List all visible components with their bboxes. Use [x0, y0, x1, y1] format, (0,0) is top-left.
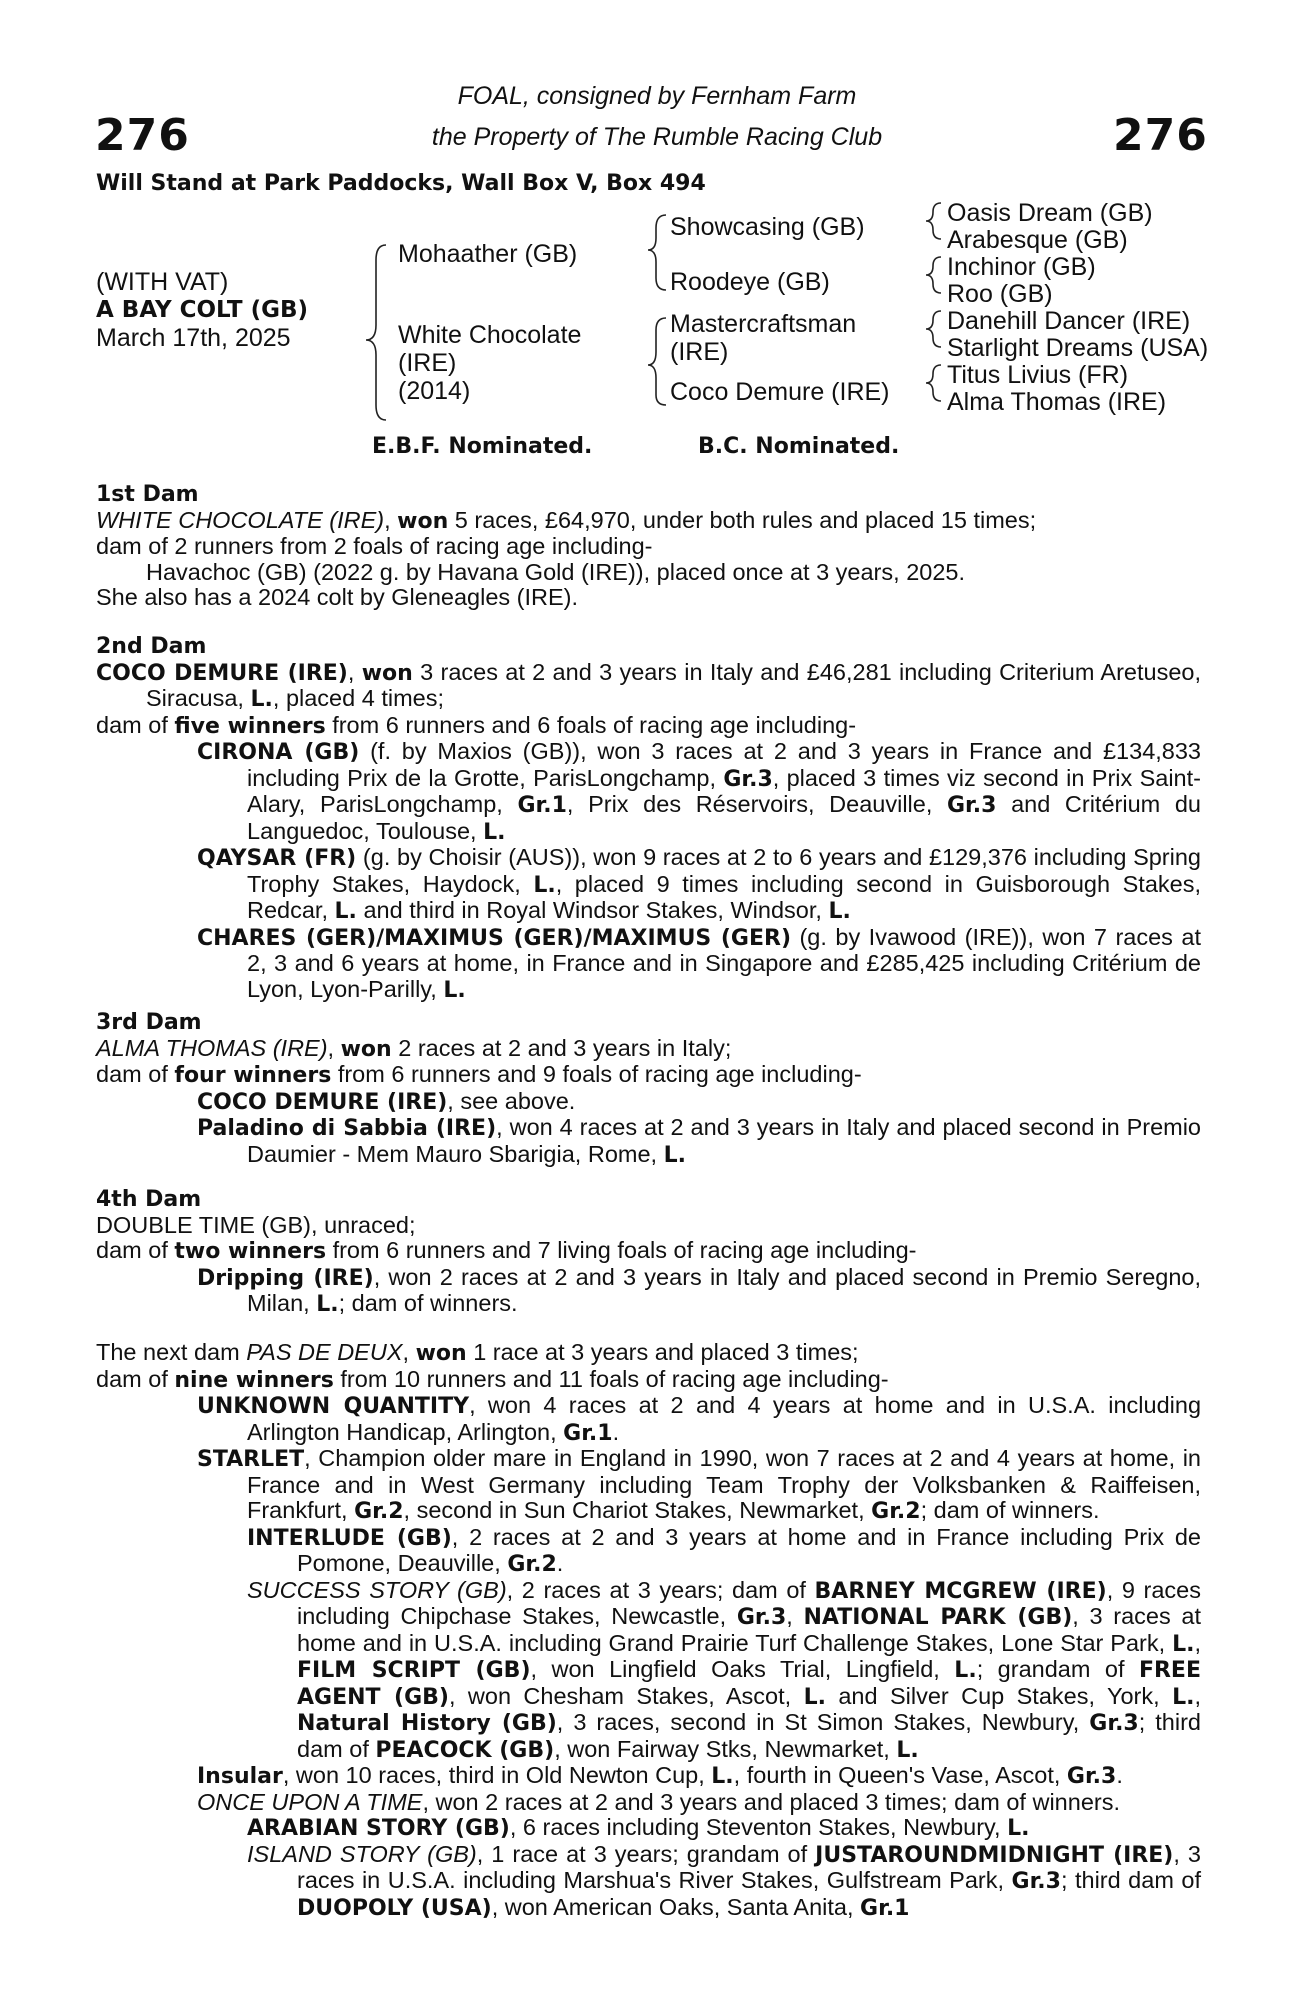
first-dam-note: She also has a 2024 colt by Gleneagles (IRE).	[96, 584, 579, 610]
list-item: ARABIAN STORY (GB), 6 races including Steventon Stakes, Newbury, L.	[247, 1814, 1030, 1841]
grandsire-paternal: Showcasing (GB)	[670, 213, 865, 241]
first-dam-produce: dam of 2 runners from 2 foals of racing age including-	[96, 533, 653, 559]
third-dam-record: ALMA THOMAS (IRE), won 2 races at 2 and 3 years in Italy;	[96, 1034, 732, 1062]
foaling-date: March 17th, 2025	[96, 324, 291, 352]
list-item: CHARES (GER)/MAXIMUS (GER)/MAXIMUS (GER) (g. by Ivawood (IRE)), won 7 races at 2, 3 and 6 years at home, in France and in Singapore and £285,425 including Critérium de Lyon, Lyon-Parilly, L.	[197, 923, 1201, 1003]
granddam-paternal: Roodeye (GB)	[670, 268, 830, 296]
fourth-dam-heading: 4th Dam	[96, 1187, 202, 1212]
consignor-line: FOAL, consigned by Fernham Farm	[457, 82, 857, 110]
fourth-dam-record: DOUBLE TIME (GB), unraced;	[96, 1211, 416, 1238]
grandsire-maternal: Mastercraftsman (IRE)	[670, 310, 857, 366]
sire-name: Mohaather (GB)	[398, 240, 578, 268]
fourth-dam-section	[96, 1187, 1201, 1318]
first-dam-heading: 1st Dam	[96, 482, 199, 507]
granddam-maternal: Coco Demure (IRE)	[670, 378, 890, 406]
first-dam-record: WHITE CHOCOLATE (IRE), won 5 races, £64,970, under both rules and placed 15 times;	[96, 506, 1037, 534]
bc-nominated: B.C. Nominated.	[698, 434, 900, 459]
second-dam-section	[96, 634, 1201, 1003]
list-item: Dripping (IRE), won 2 races at 2 and 3 years in Italy and placed second in Premio Seregno, Milan, L.; dam of winners.	[197, 1263, 1201, 1317]
list-item: SUCCESS STORY (GB), 2 races at 3 years; dam of BARNEY MCGREW (IRE), 9 races including Chipchase Stakes, Newcastle, Gr.3, NATIONAL PARK (GB), 3 races at home and in U.S.A. including Grand Prairie Turf Challenge Stakes, Lone Star Park, L., FILM SCRIPT (GB), won Lingfield Oaks Trial, Lingfield, L.; grandam of FREE AGENT (GB), won Chesham Stakes, Ascot, L. and Silver Cup Stakes, York, L., Natural History (GB), 3 races, second in St Simon Stakes, Newbury, Gr.3; third dam of PEACOCK (GB), won Fairway Stks, Newmarket, L.	[247, 1576, 1201, 1763]
third-dam-produce: dam of four winners from 6 runners and 9 foals of racing age including-	[96, 1061, 862, 1088]
list-item: ISLAND STORY (GB), 1 race at 3 years; grandam of JUSTAROUNDMIDNIGHT (IRE), 3 races in U.S.A. including Marshua's River Stakes, Gulfstream Park, Gr.3; third dam of DUOPOLY (USA), won American Oaks, Santa Anita, Gr.1	[247, 1840, 1201, 1921]
list-item: ONCE UPON A TIME, won 2 races at 2 and 3 years and placed 3 times; dam of winners.	[197, 1788, 1120, 1815]
second-dam-heading: 2nd Dam	[96, 634, 207, 659]
list-item: QAYSAR (FR) (g. by Choisir (AUS)), won 9 races at 2 to 6 years and £129,376 including Spring Trophy Stakes, Haydock, L., placed 9 times including second in Guisborough Stakes, Redcar, L. and third in Royal Windsor Stakes, Windsor, L.	[197, 844, 1201, 924]
first-dam-section	[96, 482, 1201, 611]
stand-location: Will Stand at Park Paddocks, Wall Box V, Box 494	[96, 171, 706, 196]
property-line: the Property of The Rumble Racing Club	[431, 123, 883, 151]
next-dam-section	[96, 1340, 1201, 1921]
list-item: STARLET, Champion older mare in England in 1990, won 7 races at 2 and 4 years at home, in France and in West Germany including Team Trophy der Volksbanken & Raiffeisen, Frankfurt, Gr.2, second in Sun Chariot Stakes, Newmarket, Gr.2; dam of winners.	[197, 1445, 1201, 1524]
third-dam-heading: 3rd Dam	[96, 1010, 202, 1035]
second-dam-produce: dam of five winners from 6 runners and 6 foals of racing age including-	[96, 711, 857, 739]
horse-name: A BAY COLT (GB)	[96, 297, 309, 323]
list-item: INTERLUDE (GB), 2 races at 2 and 3 years at home and in France including Prix de Pomone, Deauville, Gr.2.	[247, 1523, 1201, 1577]
list-item: Paladino di Sabbia (IRE), won 4 races at 2 and 3 years in Italy and placed second in Premio Daumier - Mem Mauro Sbarigia, Rome, L.	[197, 1114, 1202, 1168]
list-item: UNKNOWN QUANTITY, won 4 races at 2 and 4 years at home and in U.S.A. including Arlington Handicap, Arlington, Gr.1.	[197, 1392, 1202, 1446]
ebf-nominated: E.B.F. Nominated.	[372, 434, 593, 459]
great-grandparents: Oasis Dream (GB) Arabesque (GB) Inchinor (GB) Roo (GB) Danehill Dancer (IRE) Starlight Dreams (USA) Titus Livius (FR) Alma Thomas (IRE)	[947, 199, 1209, 416]
second-dam-record: COCO DEMURE (IRE), won 3 races at 2 and 3 years in Italy and £46,281 including Criterium Aretuseo, Siracusa, L., placed 4 times;	[96, 658, 1201, 712]
list-item: CIRONA (GB) (f. by Maxios (GB)), won 3 races at 2 and 3 years in France and £134,833 including Prix de la Grotte, ParisLongchamp, Gr.3, placed 3 times viz second in Prix Saint-Alary, ParisLongchamp, Gr.1, Prix des Réservoirs, Deauville, Gr.3 and Critérium du Languedoc, Toulouse, L.	[197, 738, 1201, 845]
next-dam-produce: dam of nine winners from 10 runners and 11 foals of racing age including-	[96, 1365, 889, 1393]
fourth-dam-produce: dam of two winners from 6 runners and 7 living foals of racing age including-	[96, 1237, 917, 1264]
list-item: COCO DEMURE (IRE), see above.	[197, 1087, 576, 1115]
lot-number-right: 276	[1113, 110, 1208, 161]
first-dam-runner: Havachoc (GB) (2022 g. by Havana Gold (IRE)), placed once at 3 years, 2025.	[146, 558, 966, 585]
list-item: Insular, won 10 races, third in Old Newton Cup, L., fourth in Queen's Vase, Ascot, Gr.3.	[197, 1762, 1123, 1789]
third-dam-section	[96, 1010, 1201, 1168]
vat-note: (WITH VAT)	[96, 268, 229, 296]
dam-name: White Chocolate (IRE) (2014)	[398, 321, 582, 405]
lot-number-left: 276	[95, 110, 190, 161]
next-dam-record: The next dam PAS DE DEUX, won 1 race at 3 years and placed 3 times;	[96, 1339, 859, 1366]
